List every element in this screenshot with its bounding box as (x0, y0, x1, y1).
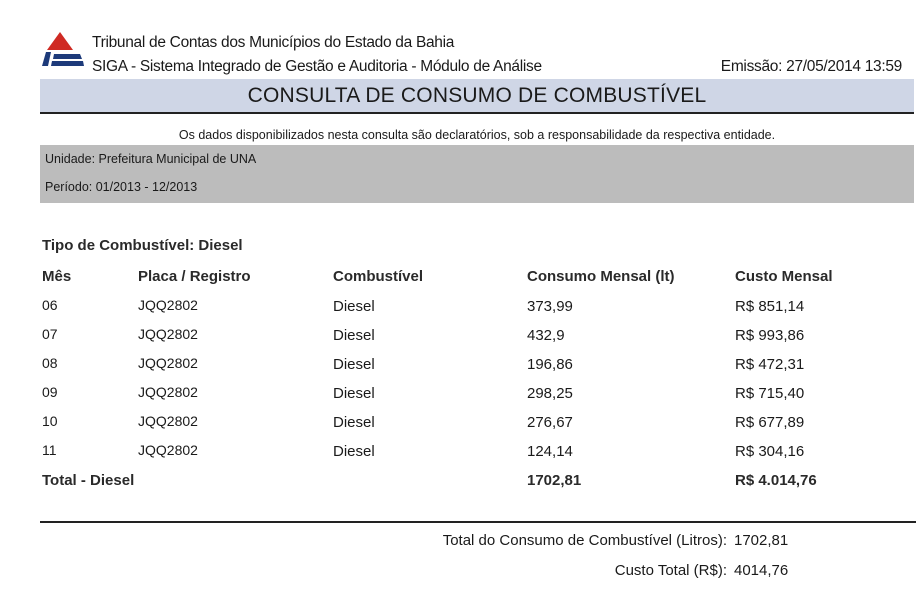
summary-cost-label: Custo Total (R$): (614, 562, 727, 579)
cell-cost: R$ 851,14 (735, 298, 805, 315)
total-label: Total - Diesel (42, 472, 135, 489)
cell-plate: JQQ2802 (138, 355, 198, 371)
disclaimer-text: Os dados disponibilizados nesta consulta são declaratórios, sob a responsabilidade da respectiva entidade. (178, 128, 776, 142)
cell-consumption: 373,99 (527, 298, 573, 315)
cell-plate: JQQ2802 (138, 413, 198, 429)
cell-cost: R$ 715,40 (735, 385, 805, 402)
column-header-cost: Custo Mensal (735, 268, 833, 285)
cell-month: 11 (42, 442, 57, 458)
total-consumption: 1702,81 (527, 472, 582, 489)
summary-cost-value: 4014,76 (734, 562, 789, 579)
period-label: Período: 01/2013 - 12/2013 (45, 180, 198, 194)
emission-timestamp: Emissão: 27/05/2014 13:59 (720, 58, 902, 75)
column-header-month: Mês (42, 268, 72, 285)
tcm-logo-icon (40, 30, 86, 70)
cell-month: 08 (42, 355, 58, 371)
system-name: SIGA - Sistema Integrado de Gestão e Auditoria - Módulo de Análise (92, 58, 542, 75)
report-info-box (40, 145, 914, 203)
unit-label: Unidade: Prefeitura Municipal de UNA (45, 152, 257, 166)
total-cost: R$ 4.014,76 (735, 472, 817, 489)
cell-consumption: 276,67 (527, 414, 573, 431)
column-header-consumption: Consumo Mensal (lt) (527, 268, 675, 285)
cell-fuel: Diesel (333, 356, 375, 373)
summary-liters-value: 1702,81 (734, 532, 789, 549)
cell-fuel: Diesel (333, 414, 375, 431)
fuel-type-heading: Tipo de Combustível: Diesel (42, 237, 243, 254)
cell-fuel: Diesel (333, 327, 375, 344)
cell-plate: JQQ2802 (138, 297, 198, 313)
cell-fuel: Diesel (333, 385, 375, 402)
cell-plate: JQQ2802 (138, 442, 198, 458)
cell-cost: R$ 304,16 (735, 443, 805, 460)
cell-consumption: 432,9 (527, 327, 565, 344)
cell-fuel: Diesel (333, 298, 375, 315)
column-header-fuel: Combustível (333, 268, 424, 285)
cell-consumption: 124,14 (527, 443, 573, 460)
cell-consumption: 196,86 (527, 356, 573, 373)
page-title: CONSULTA DE CONSUMO DE COMBUSTÍVEL (40, 79, 914, 114)
cell-month: 09 (42, 384, 58, 400)
cell-fuel: Diesel (333, 443, 375, 460)
summary-divider (40, 521, 916, 523)
summary-liters-label: Total do Consumo de Combustível (Litros): (442, 532, 727, 549)
cell-plate: JQQ2802 (138, 326, 198, 342)
cell-consumption: 298,25 (527, 385, 573, 402)
column-header-plate: Placa / Registro (138, 268, 251, 285)
organization-name: Tribunal de Contas dos Municípios do Estado da Bahia (92, 34, 455, 51)
cell-cost: R$ 677,89 (735, 414, 805, 431)
cell-month: 06 (42, 297, 58, 313)
cell-plate: JQQ2802 (138, 384, 198, 400)
cell-month: 07 (42, 326, 58, 342)
cell-month: 10 (42, 413, 58, 429)
cell-cost: R$ 472,31 (735, 356, 805, 373)
cell-cost: R$ 993,86 (735, 327, 805, 344)
